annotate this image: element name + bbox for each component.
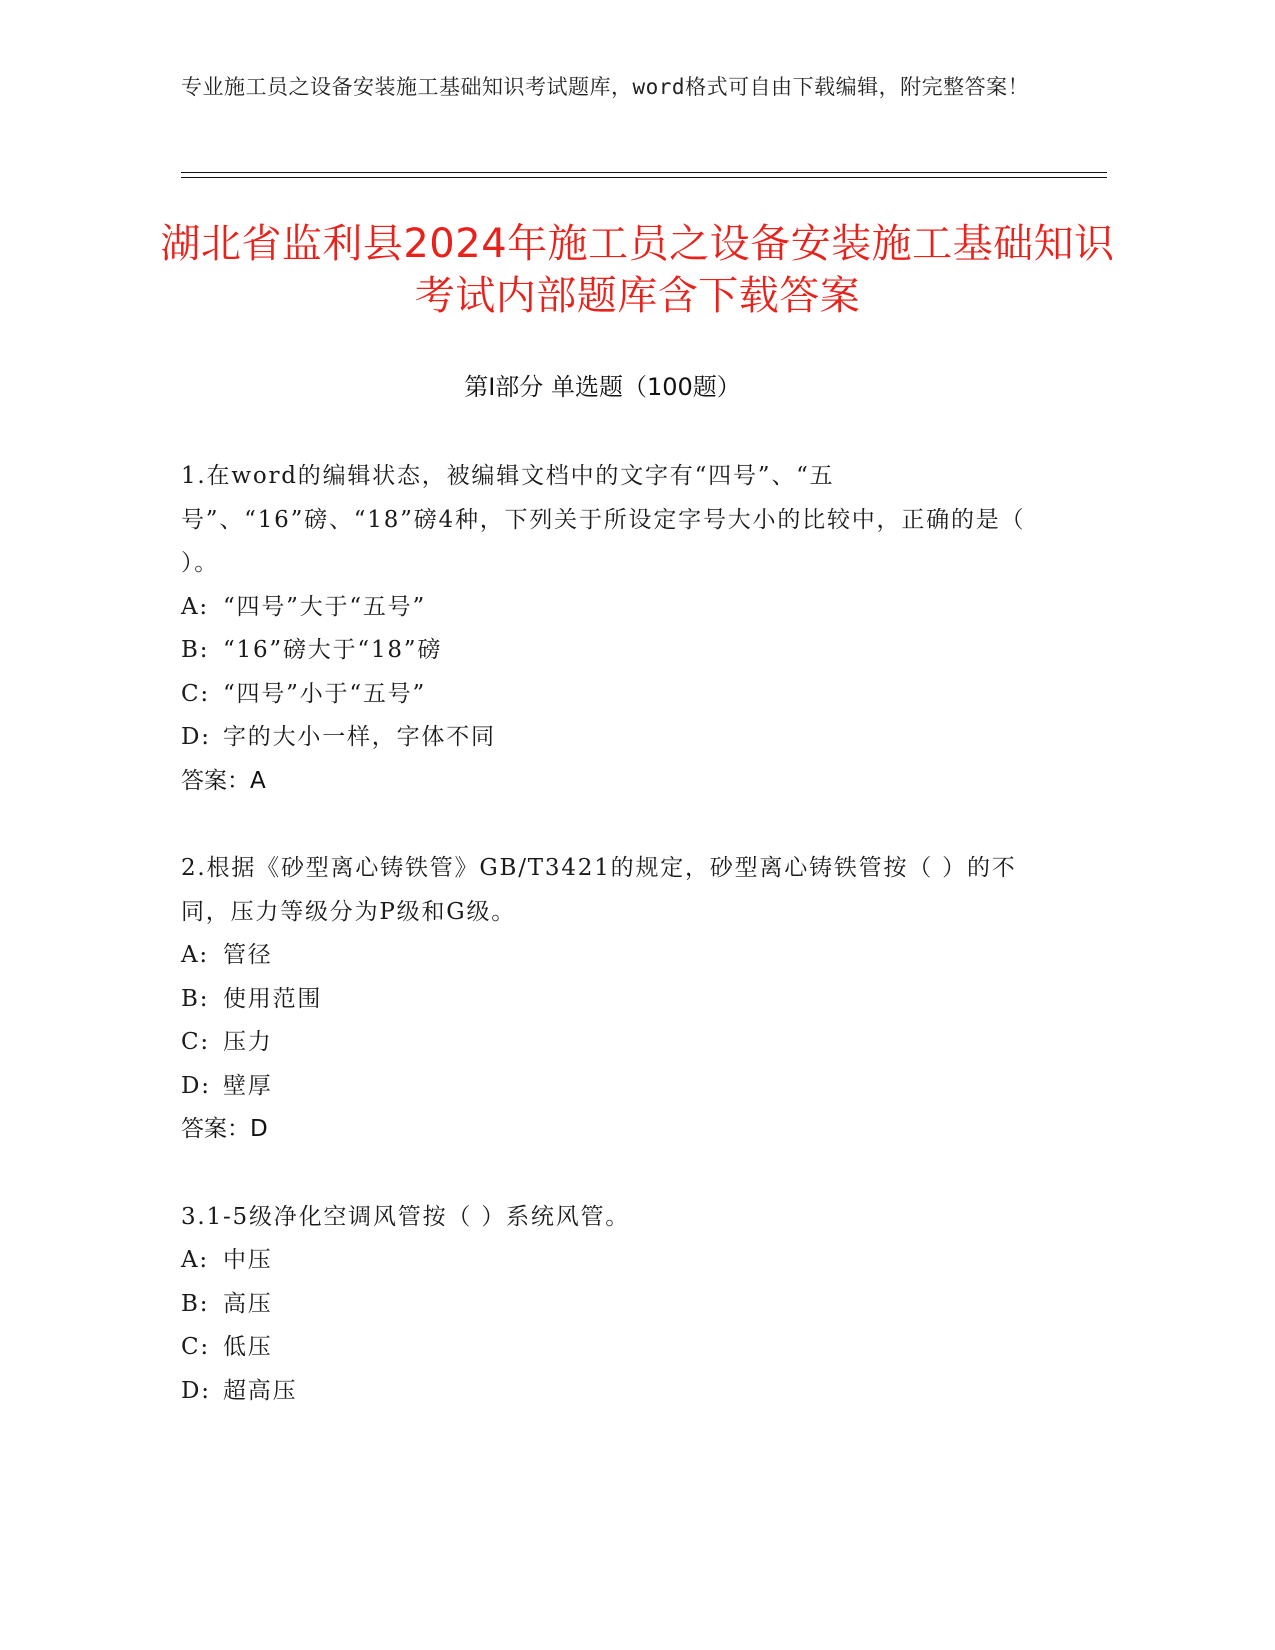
option-text: 超高压 <box>223 1377 298 1404</box>
option-text: 中压 <box>223 1247 273 1273</box>
document-title: 湖北省监利县2024年施工员之设备安装施工基础知识考试内部题库含下载答案 <box>160 221 1115 319</box>
header-divider-line-thin <box>181 177 1107 178</box>
option-text: 壁厚 <box>223 1072 273 1099</box>
option-key: B: <box>181 985 210 1012</box>
option-text: 低压 <box>223 1334 273 1360</box>
question-stem: 2.根据《砂型离心铸铁管》GB/T3421的规定，砂型离心铸铁管按（ ）的不同，压力等级分为P级和G级。 <box>181 855 1017 925</box>
answer-line: 答案：D <box>181 1116 268 1142</box>
option-text: 压力 <box>223 1029 273 1055</box>
answer-line: 答案：A <box>181 767 266 794</box>
option-a <box>181 586 1031 630</box>
option-a <box>181 1239 1031 1283</box>
option-key: C: <box>181 1029 210 1055</box>
question-2 <box>181 847 1031 1152</box>
question-stem: 3.1-5级净化空调风管按（ ）系统风管。 <box>181 1203 631 1230</box>
option-b <box>181 629 1031 673</box>
option-b <box>181 978 1031 1022</box>
question-3 <box>181 1196 1031 1414</box>
option-text: “16”磅大于“18”磅 <box>223 637 443 663</box>
section-title: 第I部分 单选题（100题） <box>464 373 741 401</box>
option-text: 字的大小一样，字体不同 <box>223 724 496 750</box>
option-key: B: <box>181 637 210 663</box>
question-stem: 1.在word的编辑状态，被编辑文档中的文字有“四号”、“五号”、“16”磅、“18”磅4种，下列关于所设定字号大小的比较中，正确的是（ ）。 <box>181 463 1026 576</box>
option-c <box>181 673 1031 717</box>
option-d <box>181 1065 1031 1109</box>
option-text: “四号”小于“五号” <box>223 680 427 707</box>
header-note: 专业施工员之设备安装施工基础知识考试题库，word格式可自由下载编辑，附完整答案！ <box>181 75 1030 99</box>
option-key: A: <box>181 1247 209 1273</box>
option-key: C: <box>181 680 210 707</box>
question-list <box>181 455 1031 1457</box>
option-d <box>181 1370 1031 1414</box>
option-key: D: <box>181 724 211 750</box>
header-divider-line <box>181 172 1107 173</box>
option-key: A: <box>181 942 209 968</box>
option-b <box>181 1283 1031 1327</box>
option-text: 管径 <box>223 942 273 968</box>
option-key: D: <box>181 1072 211 1099</box>
option-text: 使用范围 <box>223 985 323 1012</box>
option-d <box>181 716 1031 760</box>
option-key: C: <box>181 1334 210 1360</box>
option-key: A: <box>181 593 209 620</box>
option-key: B: <box>181 1290 210 1317</box>
option-text: 高压 <box>223 1290 273 1317</box>
option-a <box>181 934 1031 978</box>
option-c <box>181 1326 1031 1370</box>
option-text: “四号”大于“五号” <box>223 593 427 620</box>
question-1 <box>181 455 1031 803</box>
option-c <box>181 1021 1031 1065</box>
option-key: D: <box>181 1377 211 1404</box>
